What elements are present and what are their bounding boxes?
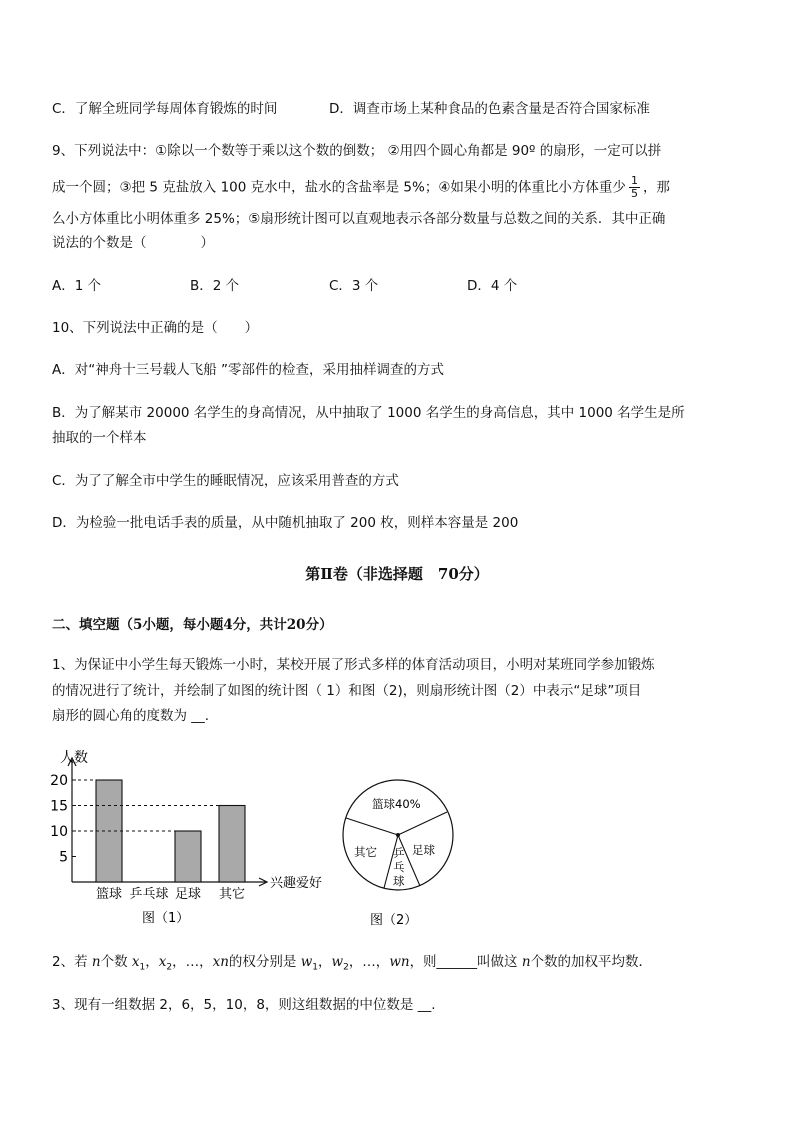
fq1-line1: 1、为保证中小学生每天锻炼一小时，某校开展了形式多样的体育活动项目，小明对某班同学参加锻炼 <box>52 657 655 673</box>
bar-chart-figure-1 <box>40 742 340 932</box>
pie-label-pingpong-2: 乓 <box>393 860 405 874</box>
fq2-var-w1: w <box>300 954 313 970</box>
fraction-one-fifth <box>629 175 640 200</box>
x-tick-label: 乒乓球 <box>129 887 169 902</box>
fq2-line <box>52 952 652 978</box>
q9-stem-line4: 说法的个数是（ ） <box>52 235 214 251</box>
pie-label-other: 其它 <box>354 845 377 859</box>
bar-chart-caption: 图（1） <box>142 911 190 926</box>
pie-label-basketball: 篮球40% <box>372 797 421 811</box>
fq2-text-2: 个数 <box>100 954 132 970</box>
fq2-text-4: 的权分别是 <box>228 954 301 970</box>
fq2-var-n: n <box>91 954 101 970</box>
pie-center-dot <box>396 833 400 837</box>
q9-option-d: D．4 个 <box>467 278 518 294</box>
y-tick-label: 5 <box>59 849 68 866</box>
q10-stem: 10、下列说法中正确的是（ ） <box>52 320 259 336</box>
fq2-sub-w1: 1 <box>312 962 319 973</box>
fraction-numerator: 1 <box>630 174 638 187</box>
fq2-text-3: ，…， <box>172 954 213 970</box>
q9-stem-line2a: 成一个圆；③把 5 克盐放入 100 克水中，盐水的含盐率是 5%；④如果小明的体重比小方体重少 <box>52 179 626 196</box>
q9-option-b: B．2 个 <box>190 278 240 294</box>
q9-option-c: C．3 个 <box>329 278 379 294</box>
q10-option-a: A．对“神舟十三号载人飞船 ”零部件的检查，采用抽样调查的方式 <box>52 362 445 378</box>
fraction-denominator: 5 <box>630 187 638 200</box>
fq2-var-xn: xn <box>212 954 229 970</box>
q9-option-a: A．1 个 <box>52 278 102 294</box>
fq2-sub-w2: 2 <box>343 962 349 973</box>
q9-stem-line2b: ，那 <box>642 179 670 196</box>
fq2-sub-1: 1 <box>139 962 146 973</box>
x-tick-label: 足球 <box>174 887 202 902</box>
bar-chart-plot <box>50 758 267 902</box>
x-tick-label: 其它 <box>218 887 246 902</box>
bar-2 <box>175 831 201 882</box>
pie-label-football: 足球 <box>412 843 435 857</box>
y-tick-label: 15 <box>50 798 68 815</box>
q9-stem-line2 <box>52 175 670 200</box>
fq2-text-5: ，…， <box>348 954 390 970</box>
x-tick-label: 篮球 <box>95 887 123 902</box>
q10-option-d: D．为检验一批电话手表的质量，从中随机抽取了 200 枚，则样本容量是 200 <box>52 515 519 531</box>
y-tick-label: 20 <box>50 773 68 789</box>
y-tick-label: 10 <box>50 824 68 840</box>
pie-label-pingpong-1: 乒 <box>393 846 405 860</box>
fq2-var-w2: w <box>331 954 344 970</box>
fq3-line: 3、现有一组数据 2，6，5，10，8，则这组数据的中位数是 __. <box>52 997 436 1013</box>
fq1-line3: 扇形的圆心角的度数为 __. <box>52 708 210 724</box>
bar-chart-xlabel: 兴趣爱好 <box>270 876 323 891</box>
fq2-comma-2: ， <box>318 954 332 970</box>
fq2-sub-2: 2 <box>166 962 173 973</box>
fq1-line2: 的情况进行了统计，并绘制了如图的统计图（ 1）和图（2)，则扇形统计图（2）中表示“足球”项目 <box>52 683 642 699</box>
q10-option-b-line2: 抽取的一个样本 <box>52 430 147 446</box>
pie-chart-caption: 图（2） <box>370 913 418 928</box>
part2-title: 第Ⅱ卷（非选择题 70分） <box>305 565 489 583</box>
q9-stem-line3: 么小方体重比小明体重多 25%；⑤扇形统计图可以直观地表示各部分数量与总数之间的关系．其中正确 <box>52 211 666 227</box>
fq2-var-wn: wn <box>389 954 410 970</box>
fq2-text-1: 2、若 <box>52 954 92 970</box>
pie-label-pingpong-3: 球 <box>393 874 405 888</box>
section2-title: 二、填空题（5小题，每小题4分，共计20分） <box>52 617 333 633</box>
q8-option-d: D．调查市场上某种食品的色素含量是否符合国家标准 <box>329 101 650 117</box>
bar-3 <box>219 806 245 883</box>
q10-option-c: C．为了了解全市中学生的睡眠情况，应该采用普查的方式 <box>52 473 399 489</box>
fq2-var-x1: x <box>131 954 140 970</box>
q8-option-c: C．了解全班同学每周体育锻炼的时间 <box>52 101 278 117</box>
fq2-var-n2: n <box>521 954 531 970</box>
q10-option-b-line1: B．为了解某市 20000 名学生的身高情况，从中抽取了 1000 名学生的身高信息，其中 1000 名学生是所 <box>52 405 685 421</box>
fq2-text-6: ，则______叫做这 <box>409 954 522 970</box>
fq2-comma-1: ， <box>145 954 159 970</box>
q9-stem-line1: 9、下列说法中：①除以一个数等于乘以这个数的倒数； ②用四个圆心角都是 90º 的扇形，一定可以拼 <box>52 143 662 159</box>
bar-chart-ylabel: 人数 <box>60 750 88 766</box>
fq2-text-7: 个数的加权平均数． <box>530 954 653 970</box>
pie-chart-figure-2 <box>330 778 470 933</box>
fq2-var-x2: x <box>158 954 167 970</box>
